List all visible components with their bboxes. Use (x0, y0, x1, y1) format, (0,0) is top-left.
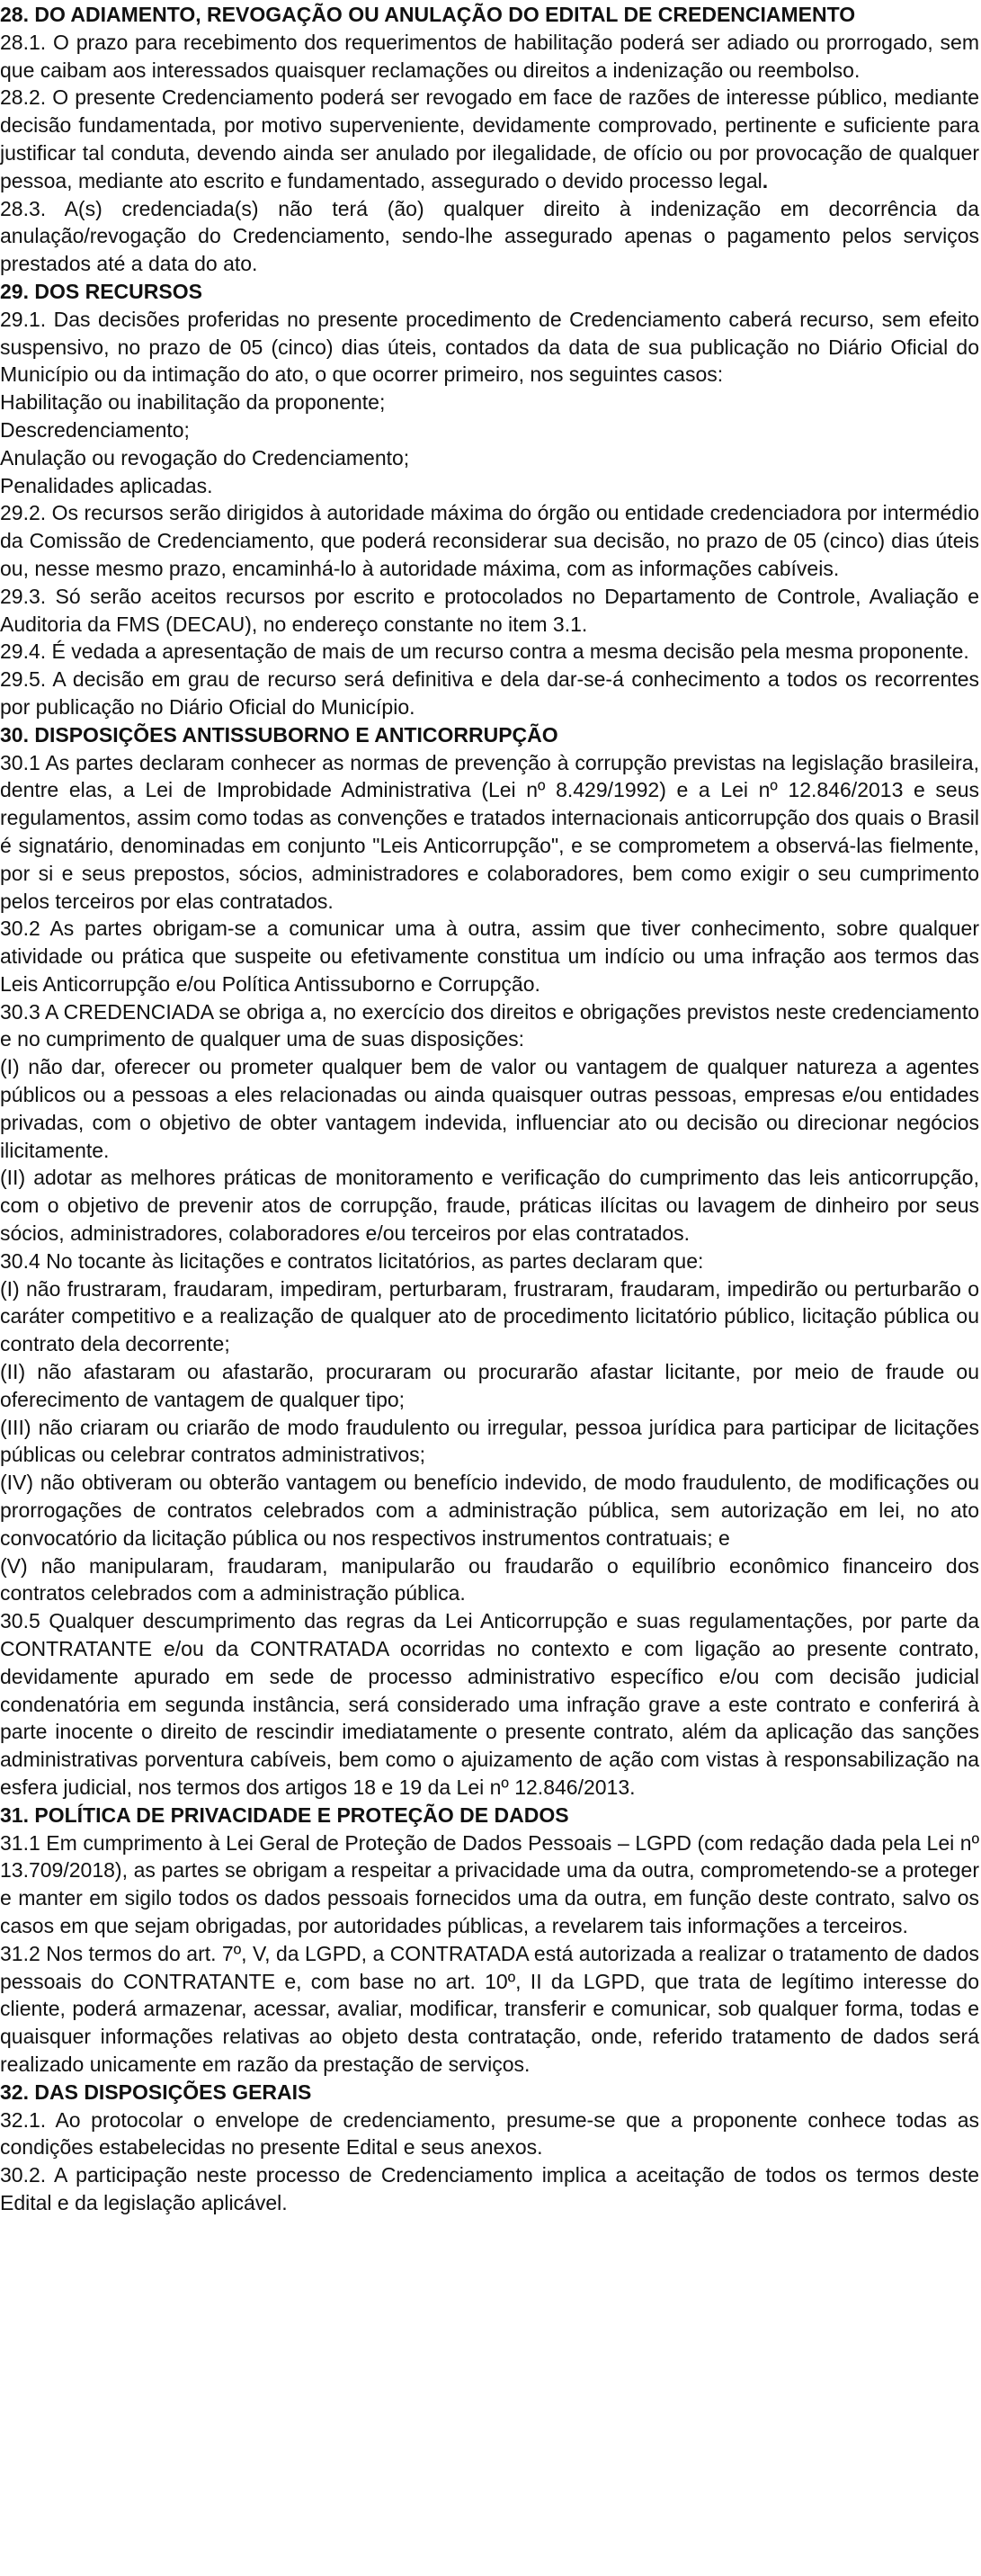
paragraph-text: 31.1 Em cumprimento à Lei Geral de Proteção de Dados Pessoais – LGPD (com redação dada pela Lei nº 13.709/2018), as partes se obrigam a respeitar a privacidade uma da outra, comprometendo-se a proteger e manter em sigilo todos os dados pessoais fornecidos uma da outra, em função deste contrato, salvo os casos em que sejam obrigadas, por autoridades públicas, a revelarem tais informações a terceiros. (0, 1830, 979, 1937)
paragraph (0, 583, 979, 639)
paragraph-text: 31. POLÍTICA DE PRIVACIDADE E PROTEÇÃO DE DADOS (0, 1802, 569, 1827)
paragraph-text: 28.2. O presente Credenciamento poderá ser revogado em face de razões de interesse público, mediante decisão fundamentada, por motivo superveniente, devidamente comprovado, pertinente e suficiente para justificar tal conduta, devendo ainda ser anulado por ilegalidade, de ofício ou por provocação de qualquer pessoa, mediante ato escrito e fundamentado, assegurado o devido processo legal (0, 85, 979, 192)
paragraph (0, 638, 979, 666)
paragraph (0, 195, 979, 278)
paragraph-text: (II) adotar as melhores práticas de monitoramento e verificação do cumprimento das leis anticorrupção, com o objetivo de prevenir atos de corrupção, fraude, práticas ilícitas ou lavagem de dinheiro por seus sócios, administradores, colaboradores e/ou terceiros por elas contratados. (0, 1166, 979, 1246)
paragraph-text: Anulação ou revogação do Credenciamento; (0, 445, 410, 470)
paragraph-text: 30. DISPOSIÇÕES ANTISSUBORNO E ANTICORRUPÇÃO (0, 722, 558, 747)
paragraph-text: (II) não afastaram ou afastarão, procuraram ou procurarão afastar licitante, por meio de fraude ou oferecimento de vantagem de qualquer tipo; (0, 1360, 979, 1411)
paragraph (0, 1414, 979, 1470)
section-heading (0, 1, 979, 29)
paragraph-text: Penalidades aplicadas. (0, 473, 213, 497)
paragraph-text: 30.2. A participação neste processo de Credenciamento implica a aceitação de todos os termos deste Edital e da legislação aplicável. (0, 2163, 979, 2214)
paragraph-text: (I) não frustraram, fraudaram, impediram, perturbaram, frustraram, fraudaram, impedirão ou perturbarão o caráter competitivo e a realização de qualquer ato de procedimento licitatório público, licitação pública ou contrato dela decorrente; (0, 1276, 979, 1356)
paragraph (0, 1829, 979, 1940)
paragraph-text: 32. DAS DISPOSIÇÕES GERAIS (0, 2080, 312, 2104)
paragraph-text: 32.1. Ao protocolar o envelope de credenciamento, presume-se que a proponente conhece todas as condições estabelecidas no presente Edital e seus anexos. (0, 2107, 979, 2160)
paragraph-text: Habilitação ou inabilitação da proponente; (0, 390, 386, 415)
paragraph-bold-tail: . (762, 168, 769, 192)
paragraph-text: 29.4. É vedada a apresentação de mais de um recurso contra a mesma decisão pela mesma proponente. (0, 640, 969, 664)
paragraph-text: (V) não manipularam, fraudaram, manipularão ou fraudarão o equilíbrio econômico financeiro dos contratos celebrados com a administração pública. (0, 1553, 979, 1606)
paragraph-text: 30.2 As partes obrigam-se a comunicar uma à outra, assim que tiver conhecimento, sobre qualquer atividade ou prática que suspeite ou efetivamente constitua um indício ou uma infração aos termos das Leis Anticorrupção e/ou Política Antissuborno e Corrupção. (0, 917, 979, 996)
paragraph (0, 1940, 979, 2079)
paragraph-text: (IV) não obtiveram ou obterão vantagem ou benefício indevido, de modo fraudulento, de modificações ou prorrogações de contratos celebrados com a administração pública, sem autorização em lei, no ato convocatório da licitação pública ou nos respectivos instrumentos contratuais; e (0, 1471, 979, 1550)
paragraph (0, 306, 979, 389)
document-page (0, 1, 979, 2217)
paragraph-text: Descredenciamento; (0, 417, 190, 442)
paragraph (0, 444, 979, 472)
paragraph-text: 30.4 No tocante às licitações e contratos licitatórios, as partes declaram que: (0, 1248, 704, 1273)
paragraph (0, 1248, 979, 1275)
paragraph (0, 998, 979, 1054)
paragraph (0, 29, 979, 85)
paragraph (0, 389, 979, 416)
paragraph (0, 1275, 979, 1358)
paragraph-text: 28.3. A(s) credenciada(s) não terá (ão) qualquer direito à indenização em decorrência da anulação/revogação do Credenciamento, sendo-lhe assegurado apenas o pagamento pelos serviços prestados até a data do ato. (0, 196, 979, 276)
paragraph-text: (III) não criaram ou criarão de modo fraudulento ou irregular, pessoa jurídica para participar de licitações públicas ou celebrar contratos administrativos; (0, 1415, 979, 1467)
paragraph (0, 1053, 979, 1164)
paragraph-text: 28. DO ADIAMENTO, REVOGAÇÃO OU ANULAÇÃO DO EDITAL DE CREDENCIAMENTO (0, 3, 856, 26)
paragraph (0, 1164, 979, 1247)
paragraph (0, 499, 979, 582)
paragraph (0, 416, 979, 444)
paragraph (0, 749, 979, 916)
paragraph (0, 1358, 979, 1414)
paragraph-text: (I) não dar, oferecer ou prometer qualquer bem de valor ou vantagem de qualquer natureza a agentes públicos ou a pessoas a eles relacionadas ou ainda quaisquer outras pessoas, empresas e/ou entidades privadas, com o objetivo de obter vantagem indevida, influenciar ato ou decisão ou direcionar negócios ilicitamente. (0, 1055, 979, 1162)
paragraph-text: 29.5. A decisão em grau de recurso será definitiva e dela dar-se-á conhecimento a todos os recorrentes por publicação no Diário Oficial do Município. (0, 667, 979, 719)
paragraph (0, 1607, 979, 1802)
paragraph (0, 666, 979, 721)
section-heading (0, 278, 979, 306)
paragraph (0, 84, 979, 194)
section-heading (0, 2079, 979, 2106)
paragraph-text: 29. DOS RECURSOS (0, 279, 202, 303)
paragraph-text: 30.5 Qualquer descumprimento das regras da Lei Anticorrupção e suas regulamentações, por parte da CONTRATANTE e/ou da CONTRATADA ocorridas no contexto e com ligação ao presente contrato, devidamente apurado em sede de processo administrativo específico e/ou com decisão judicial condenatória em segunda instância, será considerado uma infração grave a este contrato e conferirá à parte inocente o direito de rescindir imediatamente o presente contrato, além da aplicação das sanções administrativas porventura cabíveis, bem como o ajuizamento de ação com vistas à responsabilização na esfera judicial, nos termos dos artigos 18 e 19 da Lei nº 12.846/2013. (0, 1609, 979, 1799)
paragraph (0, 915, 979, 997)
section-heading (0, 1802, 979, 1829)
paragraph (0, 2161, 979, 2217)
paragraph (0, 1552, 979, 1608)
paragraph-text: 29.1. Das decisões proferidas no presente procedimento de Credenciamento caberá recurso, sem efeito suspensivo, no prazo de 05 (cinco) dias úteis, contados da data de sua publicação no Diário Oficial do Município ou da intimação do ato, o que ocorrer primeiro, nos seguintes casos: (0, 307, 979, 387)
paragraph-text: 31.2 Nos termos do art. 7º, V, da LGPD, a CONTRATADA está autorizada a realizar o tratamento de dados pessoais do CONTRATANTE e, com base no art. 10º, II da LGPD, que trata de legítimo interesse do cliente, poderá armazenar, acessar, avaliar, modificar, transferir e comunicar, sob qualquer forma, todas e quaisquer informações relativas ao objeto desta contratação, onde, referido tratamento de dados será realizado unicamente em razão da prestação de serviços. (0, 1941, 979, 2076)
paragraph-text: 30.1 As partes declaram conhecer as normas de prevenção à corrupção previstas na legislação brasileira, dentre elas, a Lei de Improbidade Administrativa (Lei nº 8.429/1992) e a Lei nº 12.846/2013 e seus regulamentos, assim como todas as convenções e tratados internacionais anticorrupção dos quais o Brasil é signatário, denominadas em conjunto "Leis Anticorrupção", e se comprometem a observá-las fielmente, por si e seus prepostos, sócios, administradores e colaboradores, bem como exigir o seu cumprimento pelos terceiros por elas contratados. (0, 750, 979, 913)
paragraph-text: 30.3 A CREDENCIADA se obriga a, no exercício dos direitos e obrigações previstos neste credenciamento e no cumprimento de qualquer uma de suas disposições: (0, 999, 979, 1051)
paragraph-text: 29.3. Só serão aceitos recursos por escrito e protocolados no Departamento de Controle, Avaliação e Auditoria da FMS (DECAU), no endereço constante no item 3.1. (0, 584, 979, 636)
section-heading (0, 721, 979, 749)
paragraph-text: 29.2. Os recursos serão dirigidos à autoridade máxima do órgão ou entidade credenciadora por intermédio da Comissão de Credenciamento, que poderá reconsiderar sua decisão, no prazo de 05 (cinco) dias úteis ou, nesse mesmo prazo, encaminhá-lo à autoridade máxima, com as informações cabíveis. (0, 501, 979, 580)
paragraph (0, 472, 979, 500)
paragraph-text: 28.1. O prazo para recebimento dos requerimentos de habilitação poderá ser adiado ou prorrogado, sem que caibam aos interessados quaisquer reclamações ou direitos a indenização ou reembolso. (0, 30, 979, 82)
paragraph (0, 2106, 979, 2162)
paragraph (0, 1469, 979, 1552)
